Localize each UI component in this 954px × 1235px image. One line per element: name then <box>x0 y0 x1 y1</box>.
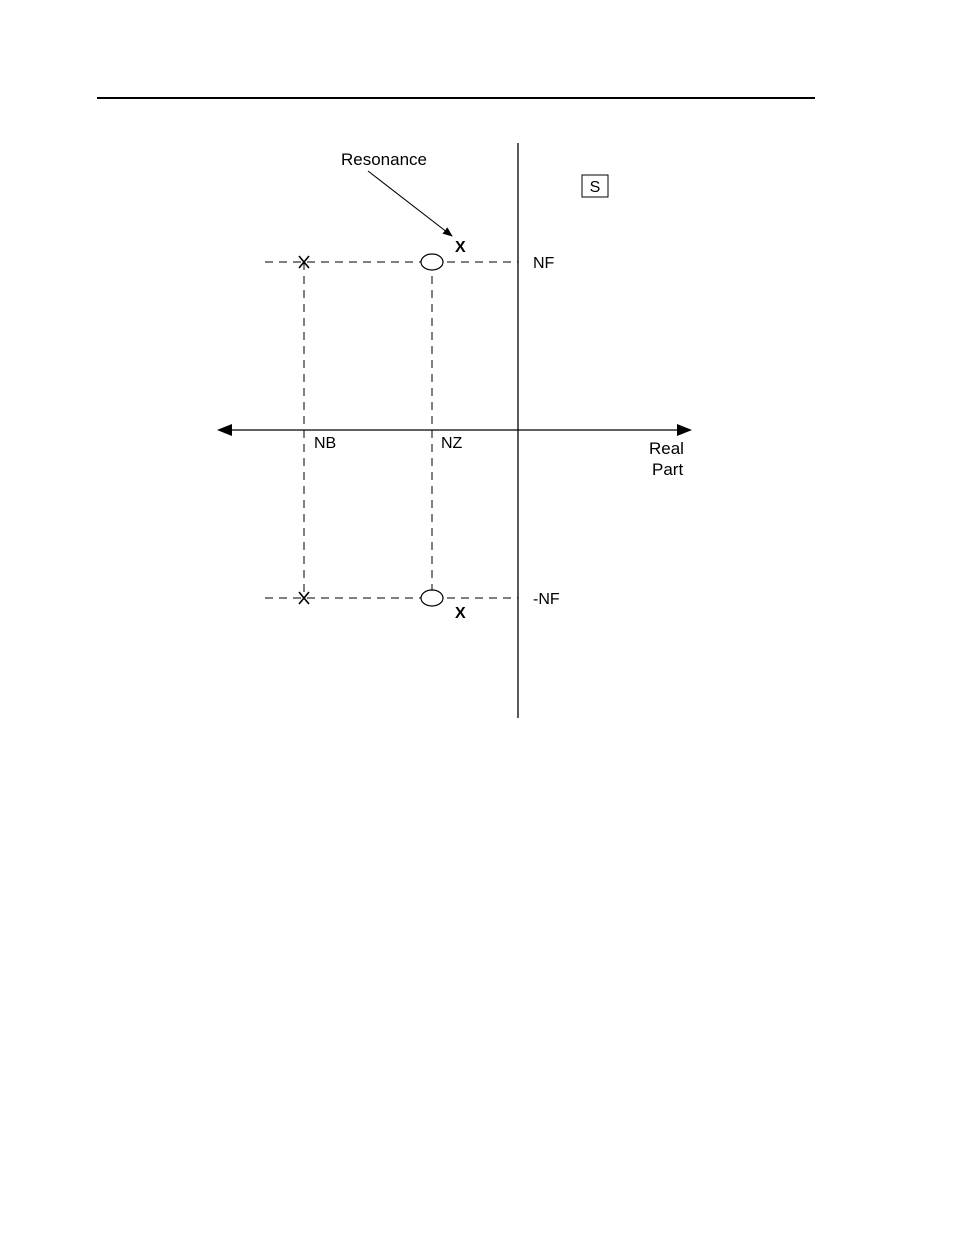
resonance-arrow <box>368 171 452 236</box>
real-axis-label-line2: Part <box>652 460 684 479</box>
nb-label: NB <box>314 435 337 452</box>
real-axis-label-line1: Real <box>649 439 684 458</box>
resonance-label: Resonance <box>341 150 428 169</box>
real-axis-arrow-right <box>677 424 692 436</box>
nf-label: NF <box>533 255 555 272</box>
zero-upper-nz <box>421 254 443 270</box>
nz-label: NZ <box>441 435 463 452</box>
resonance-pole-lower: X <box>455 605 466 622</box>
real-axis-arrow-left <box>217 424 232 436</box>
neg-nf-label: -NF <box>533 591 560 608</box>
resonance-pole-upper: X <box>455 239 466 256</box>
s-plane-label: S <box>589 179 601 196</box>
zero-lower-nz <box>421 590 443 606</box>
